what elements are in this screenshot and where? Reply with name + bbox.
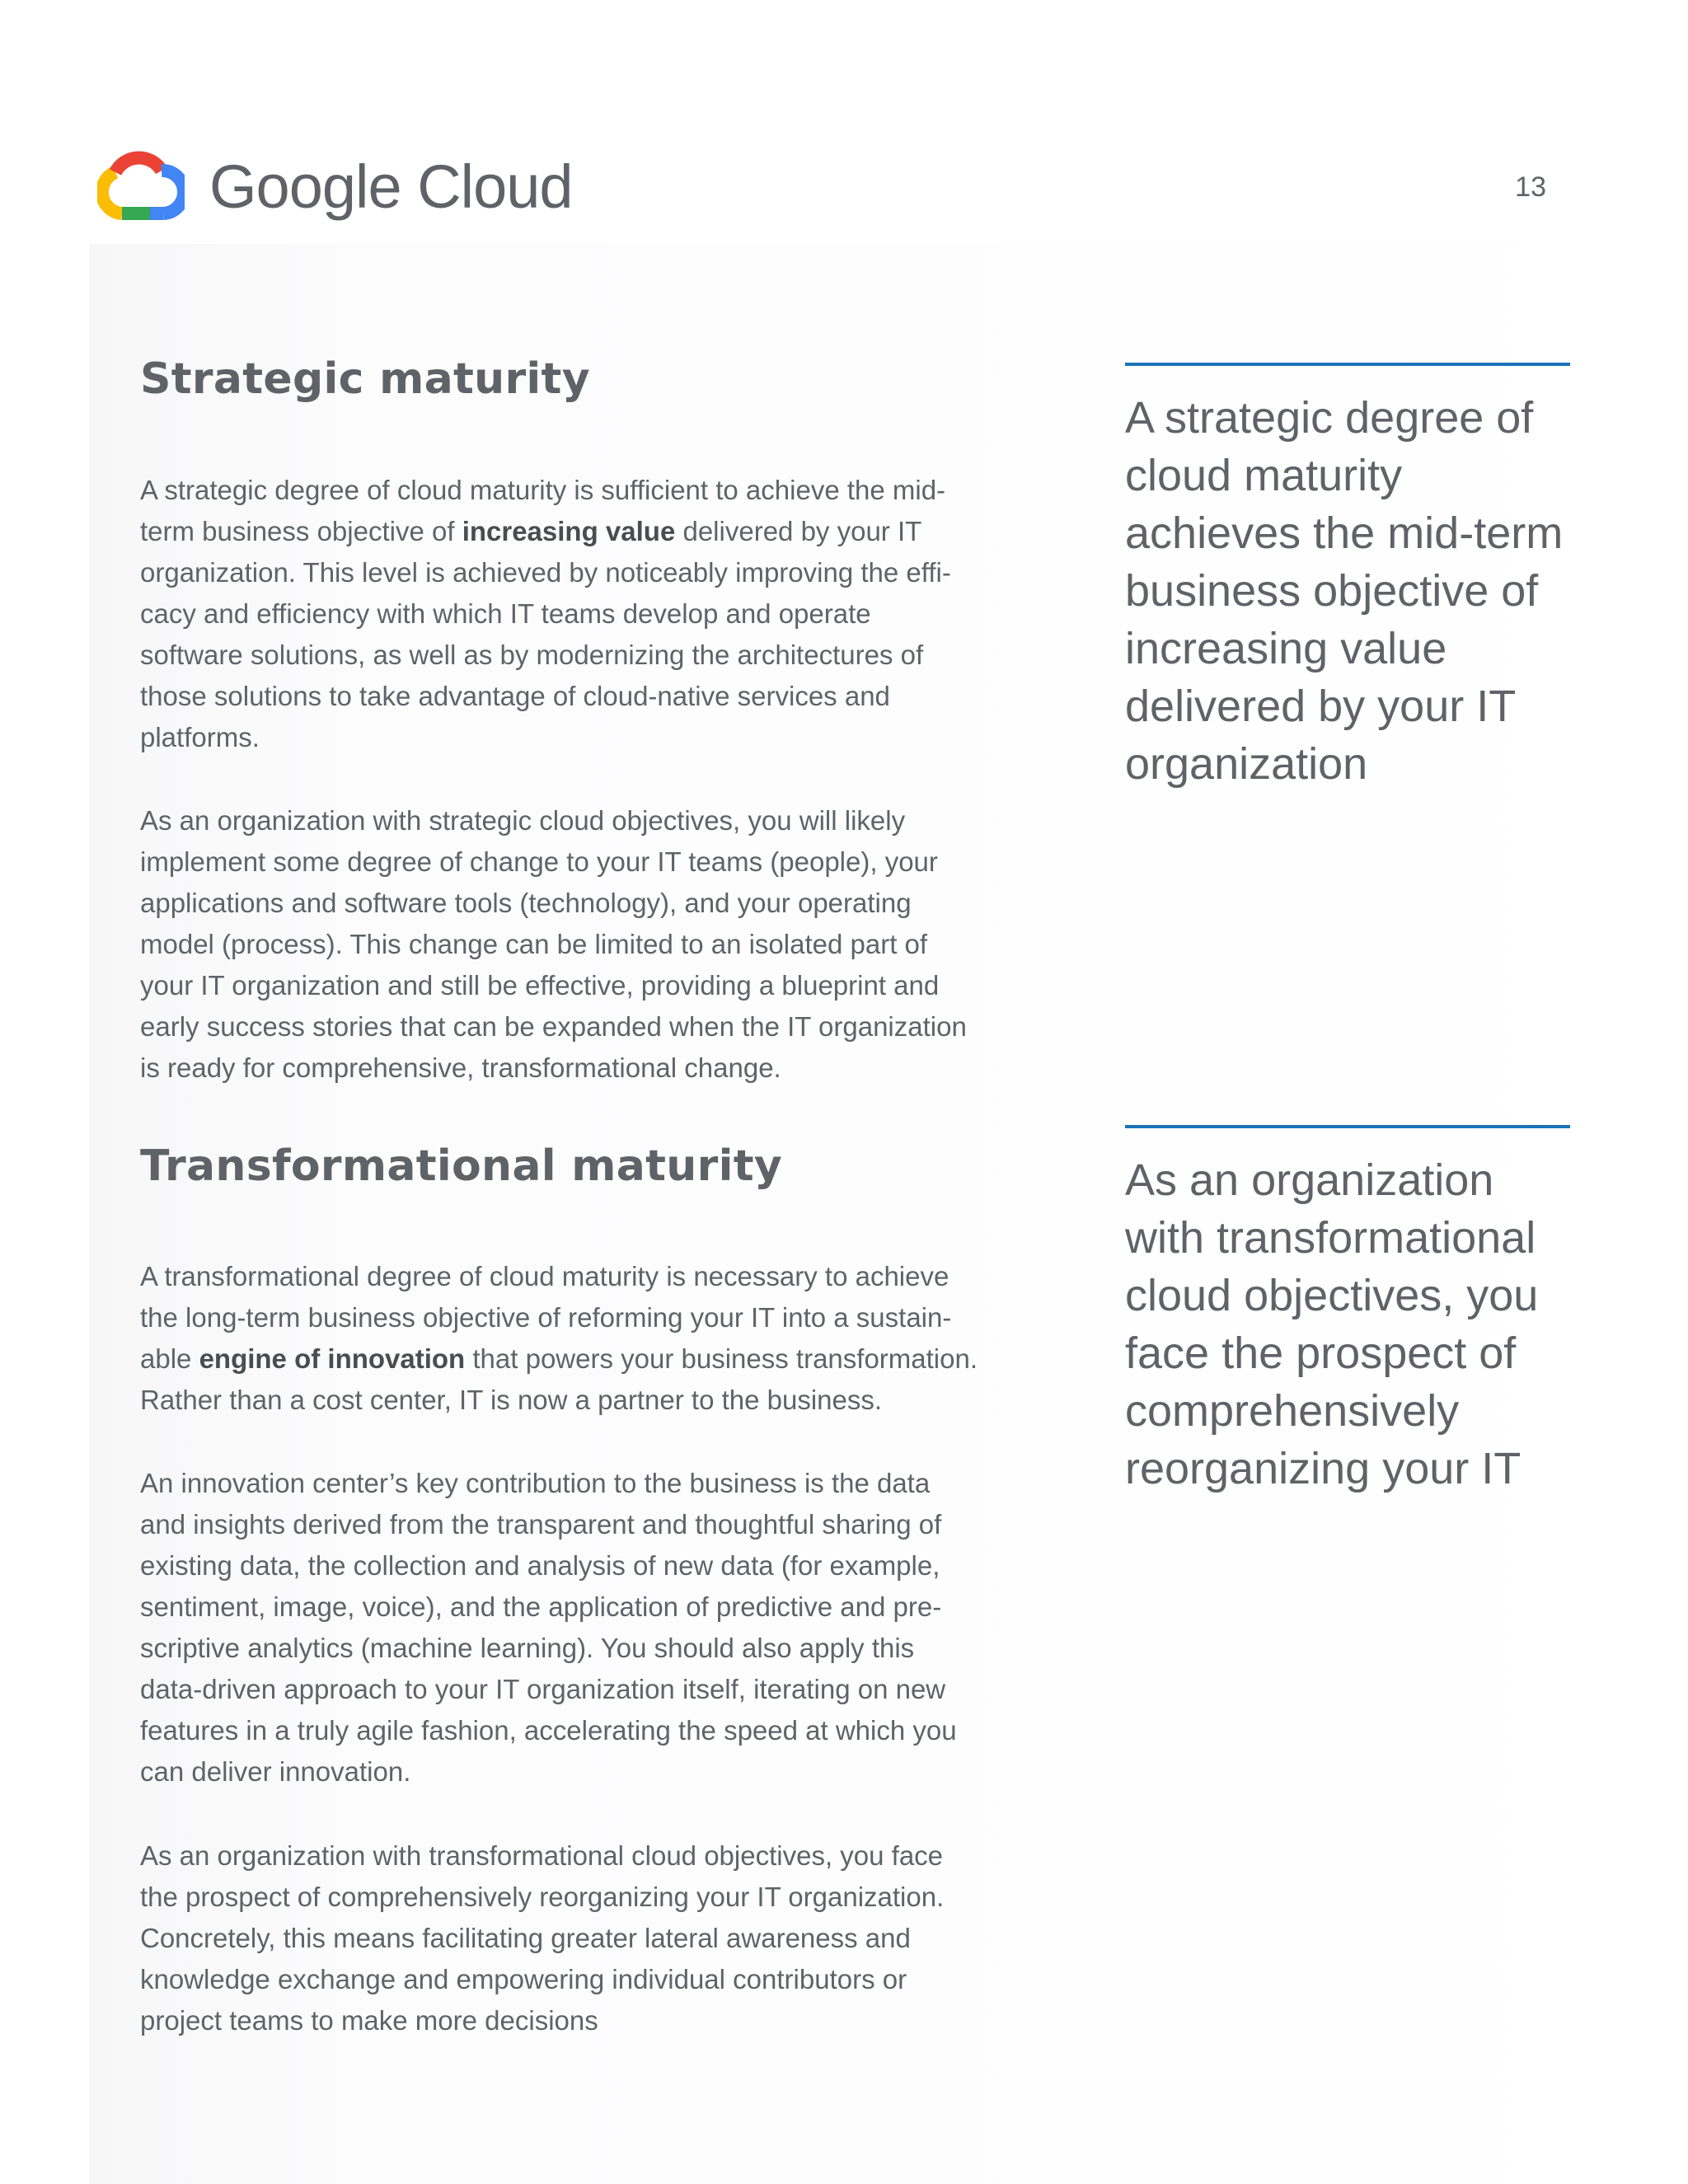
logo-word-google: Google <box>209 152 401 221</box>
page-header <box>97 145 573 227</box>
pull-quote-strategic <box>1125 363 1570 793</box>
pull-quote-rule <box>1125 1125 1570 1128</box>
transformational-p1-text-a: A transformational degree of cloud maturity is necessary to achieve the long-term business objective of reforming your IT into a sustain-able <box>140 1261 952 1374</box>
pull-quote-text: As an organization with transformational cloud objectives, you face the prospect of comprehensively reorganizing your IT <box>1125 1155 1539 1493</box>
transformational-paragraph-1 <box>140 1256 981 1421</box>
google-cloud-logo-text <box>209 152 573 222</box>
page-number: 13 <box>1515 171 1546 203</box>
transformational-p1-text-b: that powers your business transformation. Rather than a cost center, IT is now a partner to the business. <box>140 1343 978 1415</box>
transformational-paragraph-2: An innovation center’s key contribution to the business is the data and insights derived from the transparent and thoughtful sharing of existing data, the collection and analysis of new data (for example, sentiment, image, voice), and the application of predictive and pre-scriptive analytics (machine learning). You should also apply this data-driven approach to your IT organization itself, iterating on new features in a truly agile fashion, accelerating the speed at which you can deliver innovation. <box>140 1468 957 1787</box>
transformational-paragraph-3: As an organization with transformational cloud objectives, you face the prospect of comprehensively reorganizing your IT organization. Concretely, this means facilitating greater lateral awareness and knowledge exchange and empowering individual contributors or project teams to make more decisions <box>140 1840 945 2036</box>
pull-quote-text: A strategic degree of cloud maturity achieves the mid-term business objective of increasing value delivered by your IT organization <box>1125 393 1564 789</box>
strategic-p1-text-a: A strategic degree of cloud maturity is sufficient to achieve the mid-term business objective of <box>140 475 946 546</box>
strategic-p1-bold: increasing value <box>462 516 676 546</box>
pull-quote-rule <box>1125 363 1570 366</box>
logo-word-cloud: Cloud <box>417 152 573 221</box>
section-title-strategic: Strategic maturity <box>140 354 590 404</box>
strategic-paragraph-1 <box>140 470 981 758</box>
transformational-p1-bold: engine of innovation <box>199 1343 466 1374</box>
pull-quote-transformational <box>1125 1125 1570 1497</box>
strategic-p1-text-b: delivered by your IT organization. This level is achieved by noticeably improving the effi-cacy and efficiency with which IT teams develop and operate software solutions, as well as by modernizing the architectures of those solutions to take advantage of cloud-native services and platforms. <box>140 516 951 752</box>
google-cloud-icon <box>97 149 185 223</box>
section-title-transformational: Transformational maturity <box>140 1141 783 1191</box>
strategic-paragraph-2: As an organization with strategic cloud objectives, you will likely implement some degree of change to your IT teams (people), your applications and software tools (technology), and your operating model (process). This change can be limited to an isolated part of your IT organization and still be effective, providing a blueprint and early success stories that can be expanded when the IT organization is ready for comprehensive, transformational change. <box>140 805 967 1083</box>
